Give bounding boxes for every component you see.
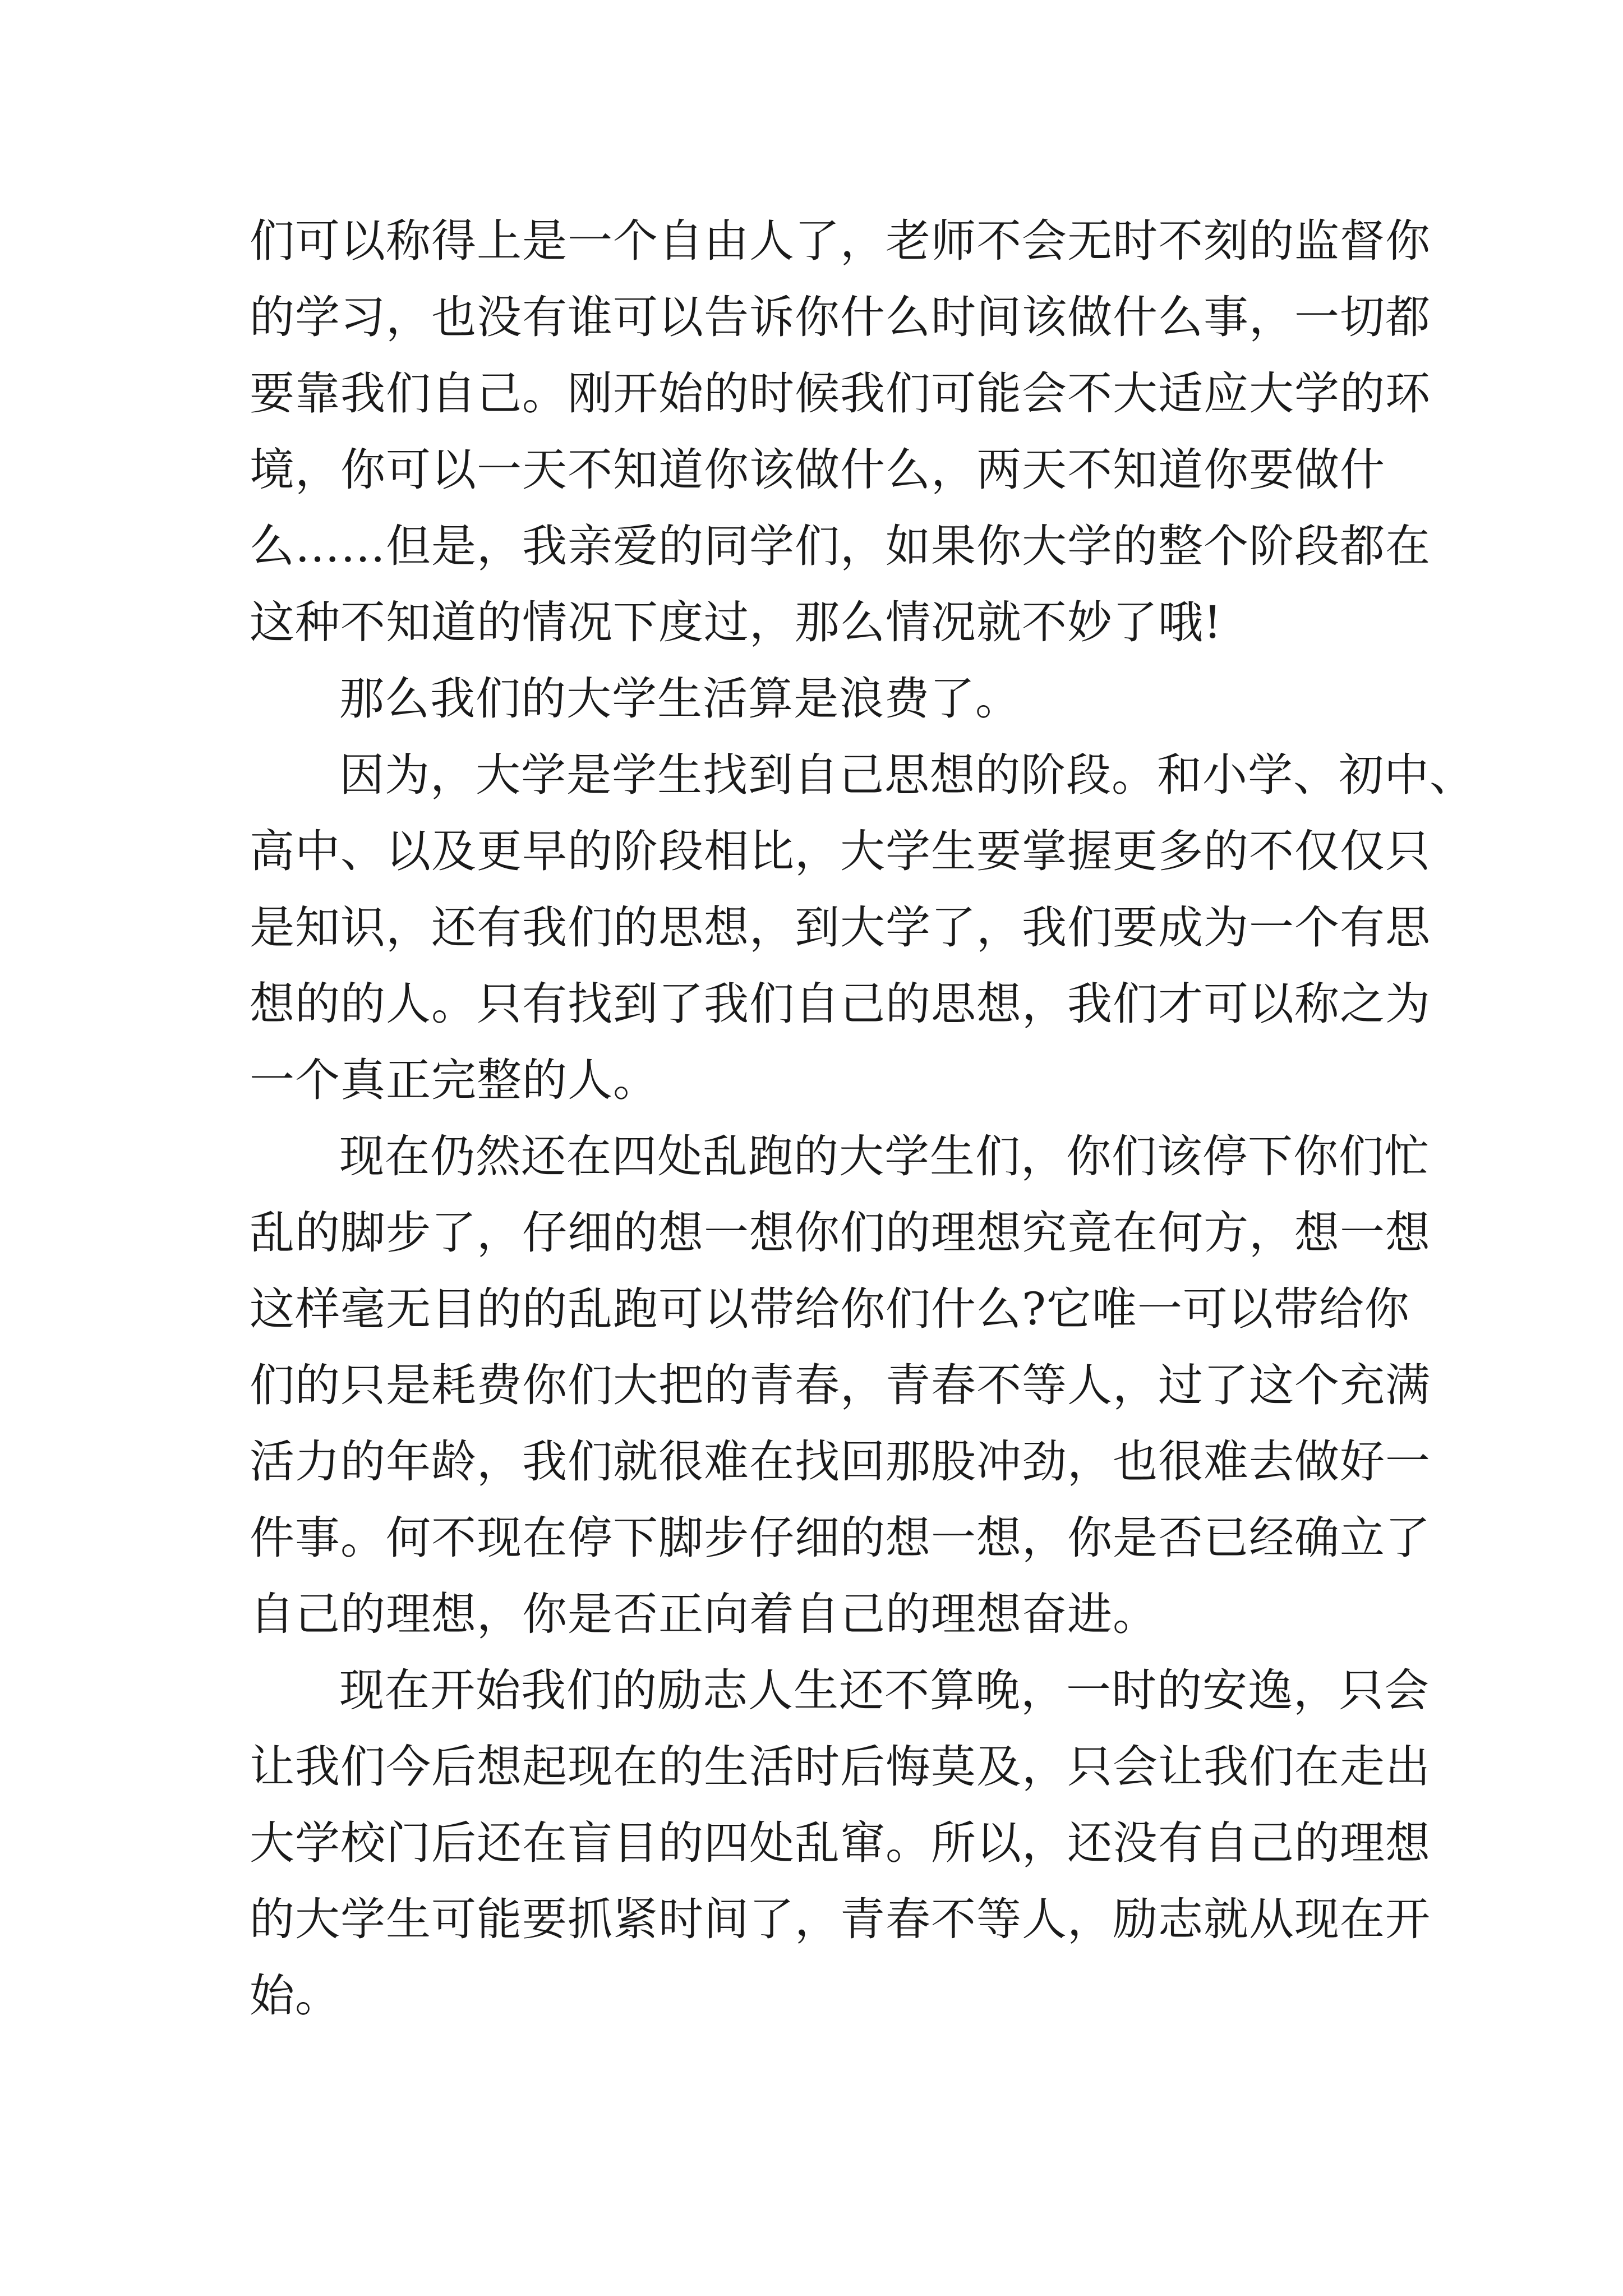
text-line: 现在开始我们的励志人生还不算晚，一时的安逸，只会 xyxy=(339,1664,1430,1717)
text-line: 活力的年龄，我们就很难在找回那股冲劲，也很难去做好一 xyxy=(250,1435,1431,1488)
text-line: 的学习，也没有谁可以告诉你什么时间该做什么事，一切都 xyxy=(250,291,1431,343)
text-line: 想的的人。只有找到了我们自己的思想，我们才可以称之为 xyxy=(250,978,1431,1030)
text-line: 的大学生可能要抓紧时间了，青春不等人，励志就从现在开 xyxy=(250,1893,1431,1945)
text-line: 那么我们的大学生活算是浪费了。 xyxy=(339,673,1021,725)
text-line: 这种不知道的情况下度过，那么情况就不妙了哦! xyxy=(250,596,1223,648)
text-line: 境，你可以一天不知道你该做什么，两天不知道你要做什 xyxy=(250,444,1385,496)
text-line: 乱的脚步了，仔细的想一想你们的理想究竟在何方，想一想 xyxy=(250,1207,1431,1259)
text-line: 自己的理想，你是否正向着自己的理想奋进。 xyxy=(250,1588,1158,1640)
text-line: 因为，大学是学生找到自己思想的阶段。和小学、初中、 xyxy=(339,749,1475,801)
text-line: 高中、以及更早的阶段相比，大学生要掌握更多的不仅仅只 xyxy=(250,825,1431,877)
text-line: 件事。何不现在停下脚步仔细的想一想，你是否已经确立了 xyxy=(250,1512,1431,1564)
text-line: 要靠我们自己。刚开始的时候我们可能会不大适应大学的环 xyxy=(250,367,1431,420)
body-text xyxy=(250,203,1475,2034)
text-line: 现在仍然还在四处乱跑的大学生们，你们该停下你们忙 xyxy=(339,1130,1430,1182)
text-line: 一个真正完整的人。 xyxy=(250,1054,658,1106)
text-line: 么……但是，我亲爱的同学们，如果你大学的整个阶段都在 xyxy=(250,520,1431,572)
text-line: 始。 xyxy=(250,1970,340,2022)
text-line: 们可以称得上是一个自由人了，老师不会无时不刻的监督你 xyxy=(250,215,1431,267)
text-line: 是知识，还有我们的思想，到大学了，我们要成为一个有思 xyxy=(250,901,1431,954)
text-line: 大学校门后还在盲目的四处乱窜。所以，还没有自己的理想 xyxy=(250,1817,1431,1869)
text-line: 让我们今后想起现在的生活时后悔莫及，只会让我们在走出 xyxy=(250,1741,1431,1793)
text-line: 们的只是耗费你们大把的青春，青春不等人，过了这个充满 xyxy=(250,1359,1431,1411)
text-line: 这样毫无目的的乱跑可以带给你们什么?它唯一可以带给你 xyxy=(250,1283,1410,1335)
